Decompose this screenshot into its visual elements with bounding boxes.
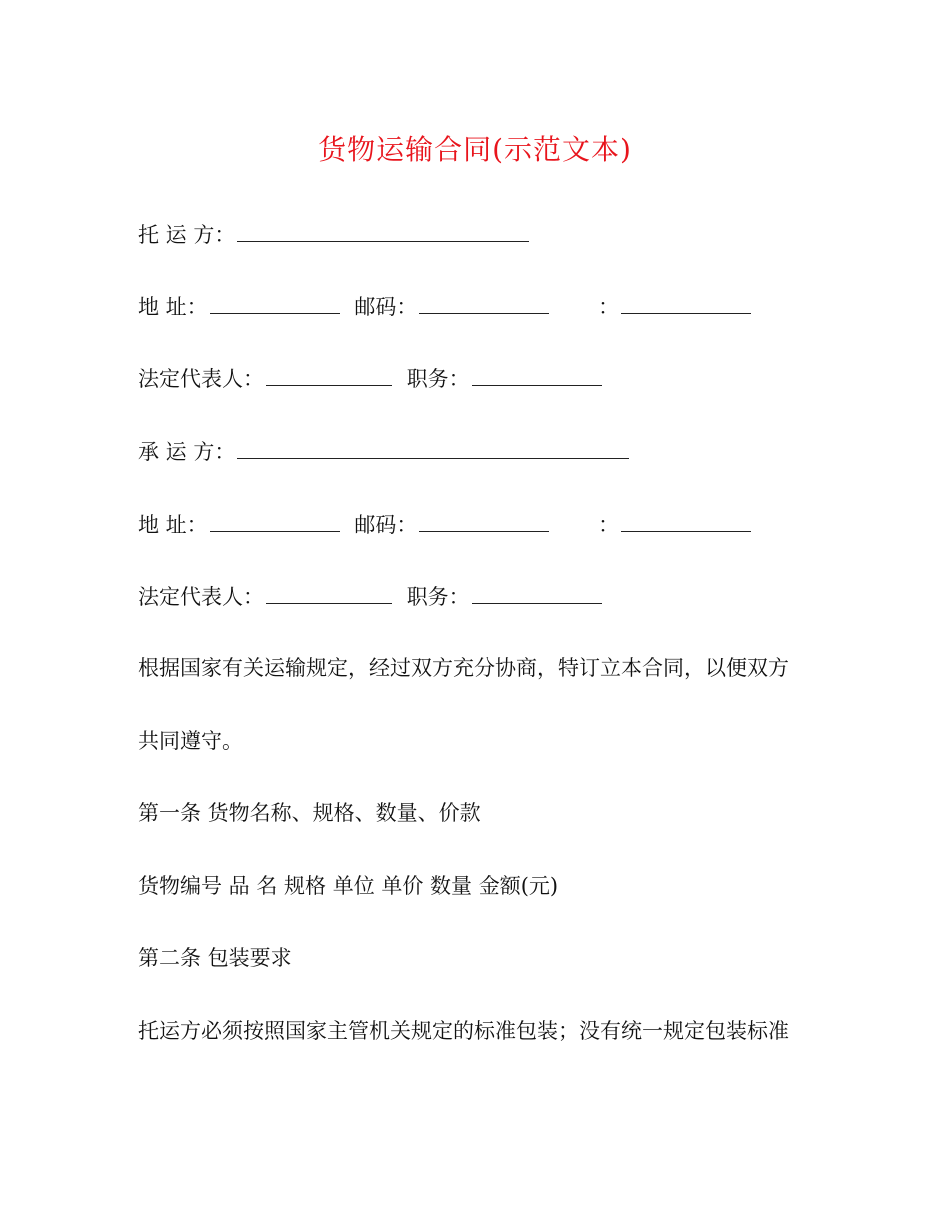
carrier-postcode-label: 邮码：: [354, 513, 418, 537]
carrier-address-label: 地 址：: [138, 513, 208, 537]
shipper-rep-line: [138, 359, 604, 399]
carrier-rep-label: 法定代表人：: [138, 585, 264, 609]
shipper-postcode-label: 邮码：: [354, 295, 418, 319]
carrier-postcode-blank: [419, 505, 549, 532]
article-1-heading: 第一条 货物名称、规格、数量、价款: [138, 801, 481, 825]
carrier-position-label: 职务：: [406, 585, 470, 609]
preamble-line-1: 根据国家有关运输规定，经过双方充分协商，特订立本合同，以便双方: [138, 656, 789, 680]
carrier-address-blank: [210, 505, 340, 532]
shipper-postcode-blank: [419, 287, 549, 314]
shipper-blank: [237, 215, 529, 242]
document-title: 货物运输合同(示范文本): [318, 133, 632, 166]
carrier-address-line: [138, 505, 753, 545]
article-2-text: 托运方必须按照国家主管机关规定的标准包装；没有统一规定包装标准: [138, 1019, 789, 1043]
shipper-line: [138, 215, 531, 255]
shipper-rep-label: 法定代表人：: [138, 367, 264, 391]
shipper-address-label: 地 址：: [138, 295, 208, 319]
shipper-position-blank: [472, 359, 602, 386]
shipper-label: 托 运 方：: [138, 223, 236, 247]
shipper-address-line: [138, 287, 753, 327]
shipper-address-blank: [210, 287, 340, 314]
carrier-phone-label: ：: [598, 513, 620, 537]
carrier-label: 承 运 方：: [138, 440, 236, 464]
carrier-position-blank: [472, 577, 602, 604]
carrier-blank: [237, 432, 629, 459]
carrier-rep-blank: [266, 577, 392, 604]
shipper-rep-blank: [266, 359, 392, 386]
shipper-phone-label: ：: [598, 295, 620, 319]
shipper-position-label: 职务：: [406, 367, 470, 391]
carrier-rep-line: [138, 577, 604, 617]
carrier-line: [138, 432, 631, 472]
carrier-phone-blank: [621, 505, 751, 532]
preamble-line-2: 共同遵守。: [138, 729, 243, 753]
article-2-heading: 第二条 包装要求: [138, 946, 292, 970]
shipper-phone-blank: [621, 287, 751, 314]
article-1-columns: 货物编号 品 名 规格 单位 单价 数量 金额(元): [138, 874, 559, 898]
